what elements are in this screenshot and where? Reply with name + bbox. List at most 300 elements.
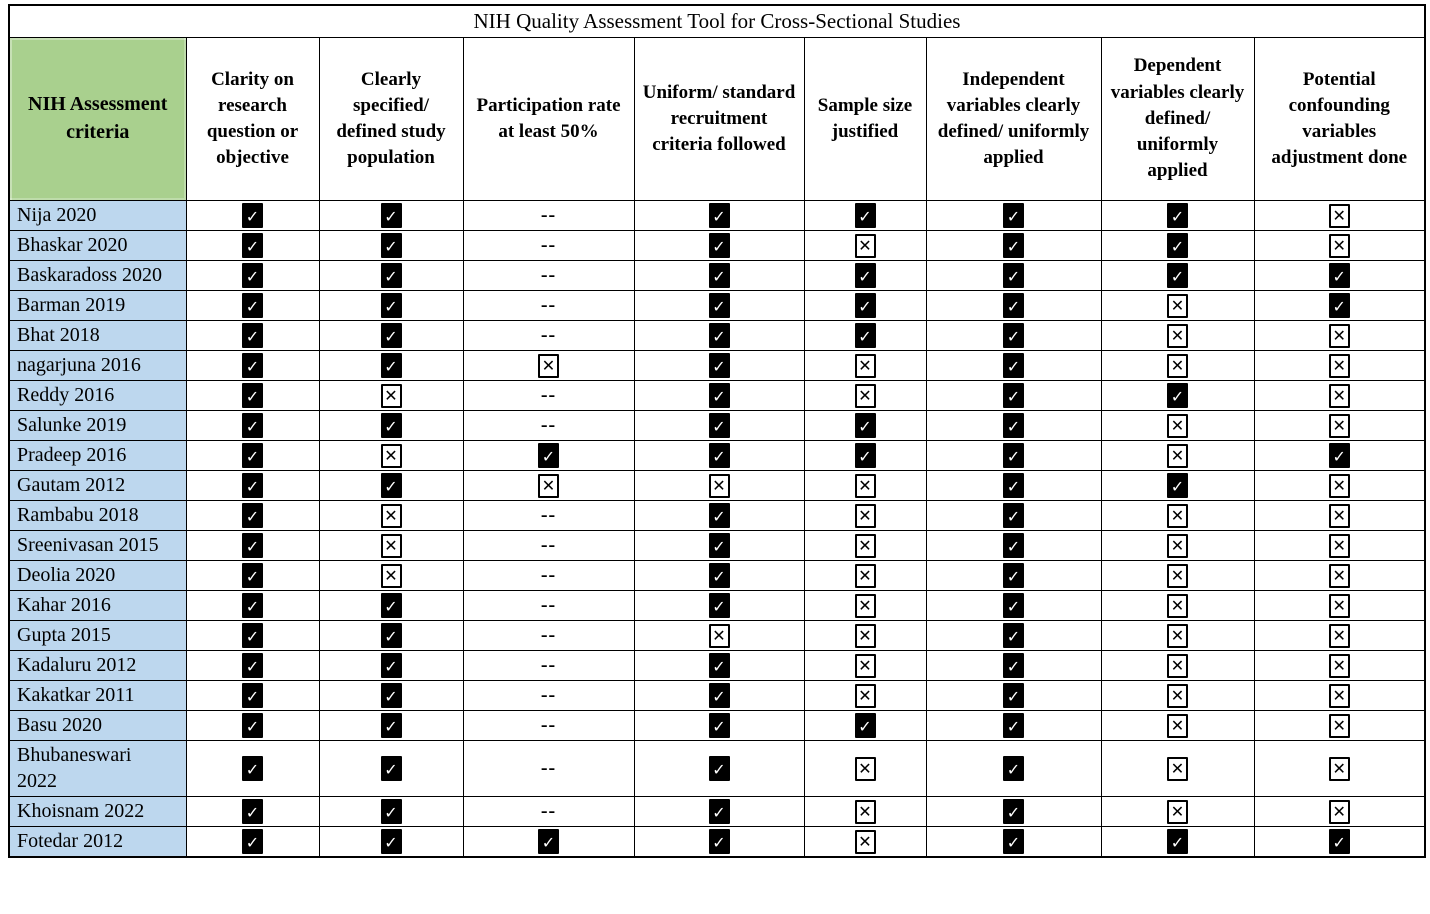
checked-cell [634,351,804,381]
checked-cell [634,411,804,441]
crossed-checkbox-icon: ✕ [855,757,876,781]
table-row [9,711,1425,741]
table-row [9,201,1425,231]
checked-checkbox-icon: ✓ [381,683,402,708]
checked-checkbox-icon: ✓ [381,829,402,854]
checked-checkbox-icon: ✓ [242,799,263,824]
crossed-checkbox-icon: ✕ [1329,234,1350,258]
crossed-checkbox-icon: ✕ [1167,444,1188,468]
checked-checkbox-icon: ✓ [1003,203,1024,228]
crossed-checkbox-icon: ✕ [709,474,730,498]
study-label: Basu 2020 [9,711,186,741]
checked-checkbox-icon: ✓ [381,713,402,738]
checked-checkbox-icon: ✓ [242,353,263,378]
checked-checkbox-icon: ✓ [709,233,730,258]
not-applicable-cell [463,797,634,827]
checked-checkbox-icon: ✓ [242,533,263,558]
checked-cell [634,261,804,291]
checked-checkbox-icon: ✓ [1003,533,1024,558]
crossed-checkbox-icon: ✕ [381,504,402,528]
crossed-checkbox-icon: ✕ [1329,414,1350,438]
checked-cell [926,741,1101,797]
double-dash: -- [540,294,557,316]
crossed-cell [1254,797,1425,827]
checked-cell [319,741,463,797]
study-label: Gautam 2012 [9,471,186,501]
study-label: Deolia 2020 [9,561,186,591]
not-applicable-cell [463,741,634,797]
checked-checkbox-icon: ✓ [242,653,263,678]
checked-cell [634,321,804,351]
double-dash: -- [540,504,557,526]
double-dash: -- [540,204,557,226]
checked-cell [463,441,634,471]
checked-cell [1101,261,1254,291]
double-dash: -- [540,757,557,779]
checked-checkbox-icon: ✓ [1003,233,1024,258]
crossed-checkbox-icon: ✕ [1167,354,1188,378]
table-row [9,827,1425,858]
checked-cell [186,531,319,561]
checked-checkbox-icon: ✓ [242,683,263,708]
column-header-3: Participation rate at least 50% [463,38,634,201]
checked-checkbox-icon: ✓ [242,293,263,318]
crossed-cell [1254,201,1425,231]
checked-cell [634,381,804,411]
checked-checkbox-icon: ✓ [709,756,730,781]
crossed-cell [1254,471,1425,501]
checked-cell [186,681,319,711]
crossed-checkbox-icon: ✕ [538,474,559,498]
crossed-cell [1101,531,1254,561]
checked-cell [186,291,319,321]
checked-checkbox-icon: ✓ [242,593,263,618]
crossed-cell [804,231,926,261]
checked-checkbox-icon: ✓ [1329,829,1350,854]
crossed-cell [804,561,926,591]
crossed-cell [634,471,804,501]
not-applicable-cell [463,621,634,651]
checked-cell [186,797,319,827]
checked-checkbox-icon: ✓ [1329,293,1350,318]
crossed-cell [1101,681,1254,711]
checked-cell [634,201,804,231]
checked-cell [186,471,319,501]
checked-cell [186,591,319,621]
checked-checkbox-icon: ✓ [709,799,730,824]
checked-checkbox-icon: ✓ [1167,383,1188,408]
checked-cell [634,531,804,561]
checked-cell [804,411,926,441]
not-applicable-cell [463,711,634,741]
crossed-cell [1101,321,1254,351]
checked-checkbox-icon: ✓ [1003,443,1024,468]
checked-cell [1254,261,1425,291]
crossed-checkbox-icon: ✕ [855,800,876,824]
checked-checkbox-icon: ✓ [242,233,263,258]
checked-cell [634,591,804,621]
checked-checkbox-icon: ✓ [1003,323,1024,348]
crossed-cell [1254,381,1425,411]
crossed-checkbox-icon: ✕ [1167,800,1188,824]
checked-cell [926,827,1101,858]
crossed-checkbox-icon: ✕ [1167,654,1188,678]
crossed-checkbox-icon: ✕ [1329,624,1350,648]
checked-checkbox-icon: ✓ [855,713,876,738]
study-label: Bhubaneswari 2022 [9,741,186,797]
column-header-6: Independent variables clearly defined/ uniformly applied [926,38,1101,201]
not-applicable-cell [463,381,634,411]
checked-cell [319,827,463,858]
crossed-cell [1254,411,1425,441]
study-label: Bhat 2018 [9,321,186,351]
double-dash: -- [540,324,557,346]
study-label: Salunke 2019 [9,411,186,441]
crossed-checkbox-icon: ✕ [1329,564,1350,588]
checked-checkbox-icon: ✓ [709,829,730,854]
checked-cell [319,261,463,291]
checked-checkbox-icon: ✓ [709,443,730,468]
checked-checkbox-icon: ✓ [538,829,559,854]
checked-cell [926,201,1101,231]
crossed-checkbox-icon: ✕ [855,564,876,588]
checked-checkbox-icon: ✓ [855,413,876,438]
checked-cell [319,201,463,231]
crossed-cell [1254,741,1425,797]
crossed-cell [804,681,926,711]
table-row [9,231,1425,261]
crossed-checkbox-icon: ✕ [855,354,876,378]
crossed-cell [1254,351,1425,381]
study-label: Nija 2020 [9,201,186,231]
checked-checkbox-icon: ✓ [855,293,876,318]
checked-cell [319,711,463,741]
checked-cell [926,321,1101,351]
crossed-cell [319,381,463,411]
checked-cell [1101,471,1254,501]
checked-cell [186,321,319,351]
crossed-checkbox-icon: ✕ [1329,384,1350,408]
crossed-cell [1254,531,1425,561]
crossed-cell [1254,591,1425,621]
crossed-cell [804,827,926,858]
checked-cell [319,411,463,441]
checked-cell [319,621,463,651]
checked-cell [804,321,926,351]
table-row [9,501,1425,531]
checked-checkbox-icon: ✓ [709,653,730,678]
checked-checkbox-icon: ✓ [1167,203,1188,228]
checked-checkbox-icon: ✓ [242,829,263,854]
crossed-checkbox-icon: ✕ [1329,504,1350,528]
crossed-checkbox-icon: ✕ [1329,474,1350,498]
checked-cell [804,711,926,741]
crossed-checkbox-icon: ✕ [855,654,876,678]
crossed-cell [804,381,926,411]
crossed-cell [319,531,463,561]
checked-cell [926,411,1101,441]
crossed-cell [463,351,634,381]
crossed-cell [634,621,804,651]
crossed-checkbox-icon: ✕ [855,384,876,408]
checked-cell [634,827,804,858]
checked-cell [319,797,463,827]
crossed-checkbox-icon: ✕ [1329,354,1350,378]
study-label: Kahar 2016 [9,591,186,621]
crossed-cell [463,471,634,501]
double-dash: -- [540,624,557,646]
checked-checkbox-icon: ✓ [242,756,263,781]
checked-checkbox-icon: ✓ [381,623,402,648]
crossed-checkbox-icon: ✕ [1329,684,1350,708]
crossed-checkbox-icon: ✕ [1167,414,1188,438]
crossed-checkbox-icon: ✕ [1167,757,1188,781]
crossed-checkbox-icon: ✕ [538,354,559,378]
crossed-checkbox-icon: ✕ [709,624,730,648]
column-header-8: Potential confounding variables adjustment done [1254,38,1425,201]
checked-cell [634,291,804,321]
crossed-cell [1254,501,1425,531]
table-row [9,471,1425,501]
checked-cell [926,231,1101,261]
crossed-checkbox-icon: ✕ [381,384,402,408]
checked-cell [186,411,319,441]
checked-checkbox-icon: ✓ [242,473,263,498]
study-label: Kakatkar 2011 [9,681,186,711]
double-dash: -- [540,714,557,736]
study-label: Rambabu 2018 [9,501,186,531]
table-row [9,291,1425,321]
crossed-cell [804,621,926,651]
checked-cell [186,501,319,531]
not-applicable-cell [463,681,634,711]
checked-checkbox-icon: ✓ [381,323,402,348]
crossed-cell [1101,651,1254,681]
checked-cell [186,561,319,591]
checked-checkbox-icon: ✓ [1329,263,1350,288]
crossed-cell [1101,291,1254,321]
crossed-checkbox-icon: ✕ [855,504,876,528]
study-label: Bhaskar 2020 [9,231,186,261]
checked-cell [926,711,1101,741]
crossed-cell [1101,351,1254,381]
checked-cell [926,531,1101,561]
not-applicable-cell [463,201,634,231]
checked-cell [926,351,1101,381]
checked-cell [926,471,1101,501]
crossed-checkbox-icon: ✕ [1167,684,1188,708]
table-row [9,441,1425,471]
checked-checkbox-icon: ✓ [381,353,402,378]
crossed-checkbox-icon: ✕ [855,594,876,618]
not-applicable-cell [463,231,634,261]
table-row [9,681,1425,711]
crossed-cell [1101,441,1254,471]
double-dash: -- [540,534,557,556]
crossed-cell [1101,711,1254,741]
checked-cell [1101,231,1254,261]
checked-checkbox-icon: ✓ [381,413,402,438]
checked-checkbox-icon: ✓ [1003,383,1024,408]
checked-checkbox-icon: ✓ [709,413,730,438]
checked-checkbox-icon: ✓ [242,383,263,408]
crossed-checkbox-icon: ✕ [1329,714,1350,738]
crossed-cell [804,351,926,381]
column-header-4: Uniform/ standard recruitment criteria followed [634,38,804,201]
checked-checkbox-icon: ✓ [855,263,876,288]
not-applicable-cell [463,411,634,441]
checked-cell [319,591,463,621]
checked-cell [319,681,463,711]
checked-checkbox-icon: ✓ [709,203,730,228]
checked-checkbox-icon: ✓ [709,353,730,378]
table-row [9,531,1425,561]
table-row [9,261,1425,291]
study-label: Fotedar 2012 [9,827,186,858]
not-applicable-cell [463,531,634,561]
table-title: NIH Quality Assessment Tool for Cross-Sectional Studies [9,5,1425,38]
crossed-cell [804,531,926,561]
crossed-checkbox-icon: ✕ [855,830,876,854]
checked-checkbox-icon: ✓ [1003,623,1024,648]
checked-cell [926,561,1101,591]
checked-checkbox-icon: ✓ [1003,713,1024,738]
checked-checkbox-icon: ✓ [1003,653,1024,678]
crossed-cell [1254,231,1425,261]
table-header-row [9,38,1425,201]
crossed-checkbox-icon: ✕ [381,444,402,468]
checked-cell [804,201,926,231]
crossed-cell [804,501,926,531]
checked-cell [186,651,319,681]
not-applicable-cell [463,291,634,321]
checked-checkbox-icon: ✓ [381,233,402,258]
double-dash: -- [540,684,557,706]
double-dash: -- [540,594,557,616]
checked-checkbox-icon: ✓ [381,263,402,288]
checked-checkbox-icon: ✓ [1003,473,1024,498]
study-label: Baskaradoss 2020 [9,261,186,291]
checked-cell [1101,201,1254,231]
checked-cell [804,441,926,471]
nih-quality-assessment-table [8,4,1426,858]
checked-checkbox-icon: ✓ [855,203,876,228]
checked-cell [926,501,1101,531]
table-row [9,321,1425,351]
not-applicable-cell [463,501,634,531]
checked-cell [186,621,319,651]
study-label: Kadaluru 2012 [9,651,186,681]
table-title-row [9,5,1425,38]
double-dash: -- [540,654,557,676]
crossed-checkbox-icon: ✕ [1167,594,1188,618]
crossed-cell [1101,591,1254,621]
crossed-checkbox-icon: ✕ [855,474,876,498]
checked-checkbox-icon: ✓ [1003,263,1024,288]
checked-cell [926,441,1101,471]
crossed-checkbox-icon: ✕ [1167,504,1188,528]
not-applicable-cell [463,561,634,591]
checked-cell [319,321,463,351]
crossed-cell [1101,741,1254,797]
checked-checkbox-icon: ✓ [242,623,263,648]
crossed-checkbox-icon: ✕ [1167,564,1188,588]
checked-cell [186,231,319,261]
checked-checkbox-icon: ✓ [1003,799,1024,824]
checked-checkbox-icon: ✓ [709,293,730,318]
not-applicable-cell [463,321,634,351]
checked-checkbox-icon: ✓ [381,799,402,824]
checked-checkbox-icon: ✓ [709,263,730,288]
study-label: Barman 2019 [9,291,186,321]
crossed-checkbox-icon: ✕ [1167,294,1188,318]
checked-checkbox-icon: ✓ [1003,413,1024,438]
checked-checkbox-icon: ✓ [381,593,402,618]
crossed-cell [319,441,463,471]
checked-cell [1254,291,1425,321]
checked-checkbox-icon: ✓ [709,563,730,588]
checked-checkbox-icon: ✓ [242,713,263,738]
checked-cell [186,381,319,411]
checked-cell [186,441,319,471]
double-dash: -- [540,234,557,256]
double-dash: -- [540,264,557,286]
checked-cell [804,261,926,291]
double-dash: -- [540,384,557,406]
crossed-cell [1101,411,1254,441]
checked-cell [463,827,634,858]
crossed-checkbox-icon: ✕ [1167,624,1188,648]
study-label: Reddy 2016 [9,381,186,411]
crossed-cell [804,591,926,621]
crossed-cell [1101,501,1254,531]
crossed-checkbox-icon: ✕ [1167,324,1188,348]
checked-cell [634,561,804,591]
crossed-cell [804,651,926,681]
checked-cell [186,201,319,231]
crossed-checkbox-icon: ✕ [1167,534,1188,558]
crossed-cell [804,471,926,501]
checked-cell [186,351,319,381]
checked-cell [1101,827,1254,858]
checked-checkbox-icon: ✓ [1167,263,1188,288]
checked-cell [634,797,804,827]
double-dash: -- [540,414,557,436]
crossed-checkbox-icon: ✕ [1167,714,1188,738]
table-row [9,621,1425,651]
crossed-checkbox-icon: ✕ [1329,594,1350,618]
checked-cell [186,827,319,858]
checked-checkbox-icon: ✓ [381,473,402,498]
crossed-cell [1101,621,1254,651]
table-row [9,591,1425,621]
checked-checkbox-icon: ✓ [709,503,730,528]
checked-cell [186,711,319,741]
crossed-cell [1254,681,1425,711]
checked-cell [926,621,1101,651]
checked-cell [186,261,319,291]
checked-checkbox-icon: ✓ [381,293,402,318]
column-header-1: Clarity on research question or objective [186,38,319,201]
crossed-cell [1254,321,1425,351]
checked-cell [1254,827,1425,858]
checked-checkbox-icon: ✓ [1167,233,1188,258]
crossed-cell [319,501,463,531]
checked-checkbox-icon: ✓ [1003,293,1024,318]
not-applicable-cell [463,651,634,681]
checked-checkbox-icon: ✓ [381,756,402,781]
checked-cell [319,651,463,681]
